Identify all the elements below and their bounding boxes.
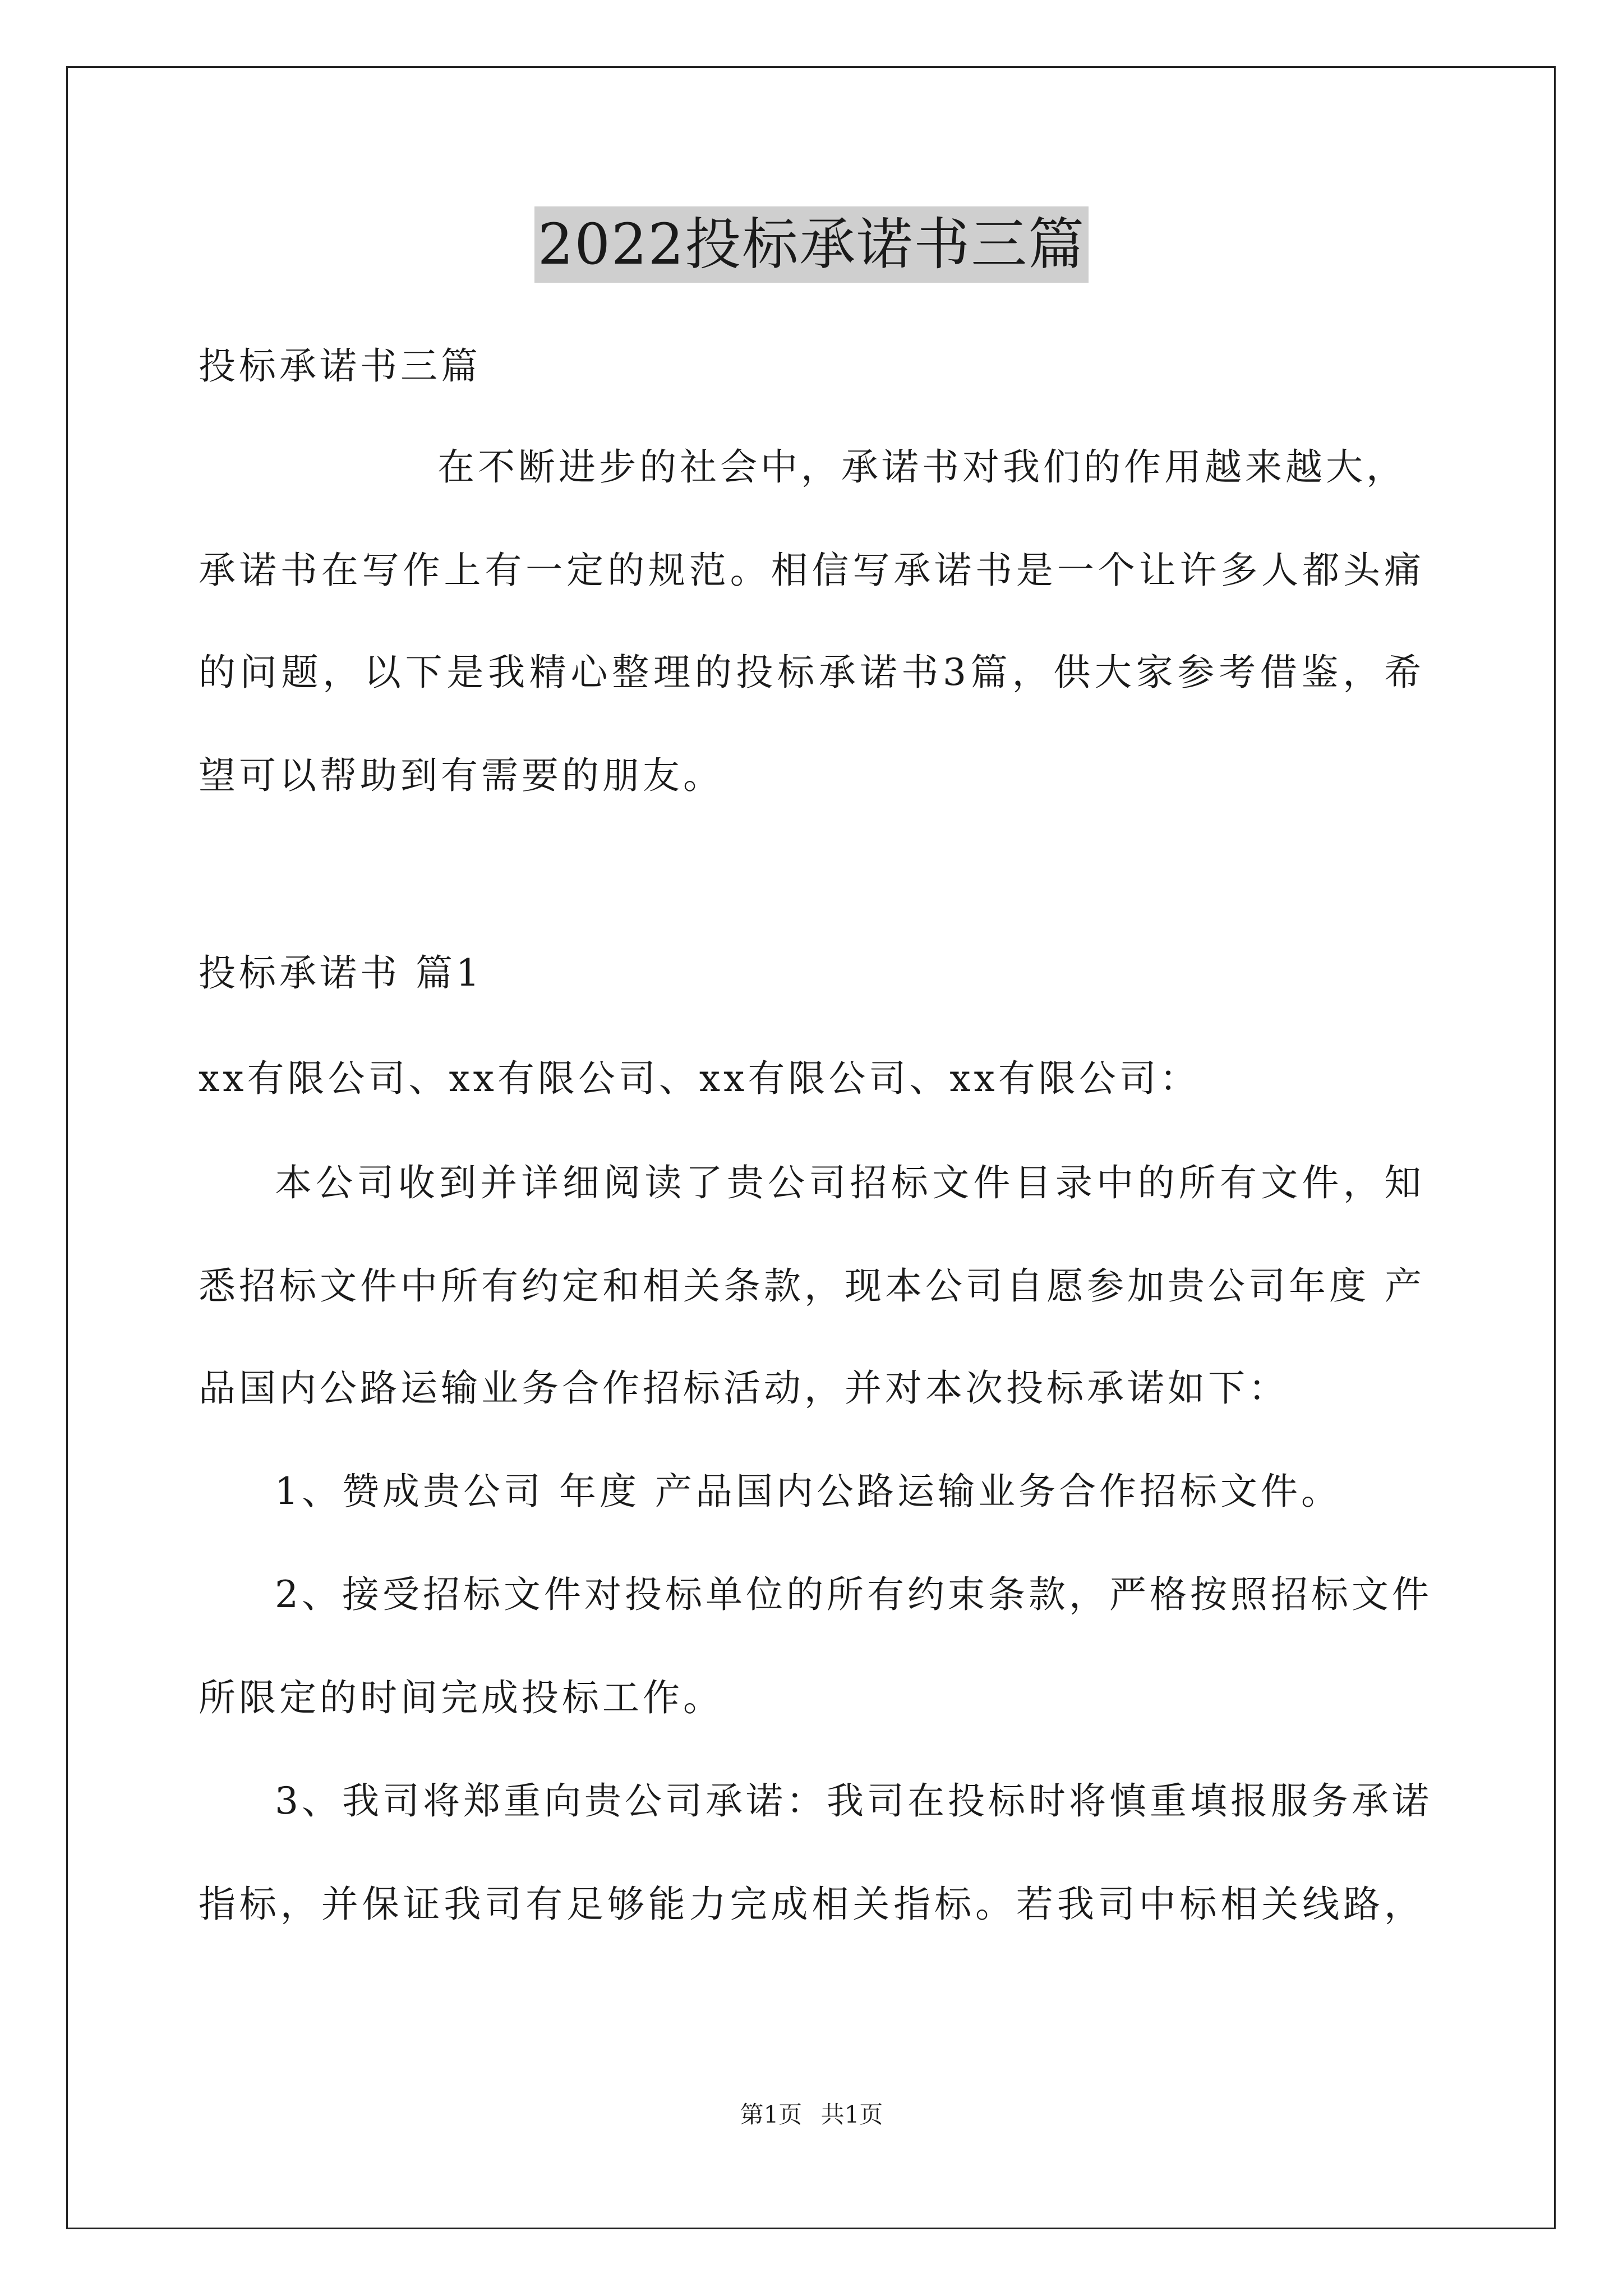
- body-line-1: 本公司收到并详细阅读了贵公司招标文件目录中的所有文件，知: [275, 1161, 1424, 1204]
- body-line-6: 所限定的时间完成投标工作。: [199, 1676, 723, 1719]
- page-footer: [0, 2099, 1623, 2131]
- page-total: 共1页: [820, 2101, 883, 2128]
- intro-heading: 投标承诺书三篇: [199, 344, 481, 388]
- body-line-7: 3、我司将郑重向贵公司承诺：我司在投标时将慎重填报服务承诺: [275, 1779, 1432, 1823]
- intro-line-1: 在不断进步的社会中，承诺书对我们的作用越来越大，: [437, 445, 1407, 489]
- intro-line-3: 的问题，以下是我精心整理的投标承诺书3篇，供大家参考借鉴，希: [199, 651, 1424, 694]
- body-line-3: 品国内公路运输业务合作招标活动，并对本次投标承诺如下：: [199, 1366, 1289, 1410]
- intro-line-2: 承诺书在写作上有一定的规范。相信写承诺书是一个让许多人都头痛: [199, 549, 1424, 592]
- body-line-2: 悉招标文件中所有约定和相关条款，现本公司自愿参加贵公司年度 产: [199, 1264, 1425, 1308]
- body-line-5: 2、接受招标文件对投标单位的所有约束条款，严格按照招标文件: [275, 1573, 1432, 1616]
- section-heading: 投标承诺书 篇1: [199, 951, 483, 995]
- intro-line-4: 望可以帮助到有需要的朋友。: [199, 754, 723, 797]
- body-line-4: 1、赞成贵公司 年度 产品国内公路运输业务合作招标文件。: [275, 1470, 1341, 1513]
- page-number: 第1页: [740, 2101, 803, 2128]
- title-container: [0, 206, 1623, 283]
- document-title: 2022投标承诺书三篇: [534, 206, 1089, 283]
- body-line-8: 指标，并保证我司有足够能力完成相关指标。若我司中标相关线路，: [199, 1883, 1424, 1926]
- addressee: xx有限公司、xx有限公司、xx有限公司、xx有限公司：: [199, 1057, 1200, 1100]
